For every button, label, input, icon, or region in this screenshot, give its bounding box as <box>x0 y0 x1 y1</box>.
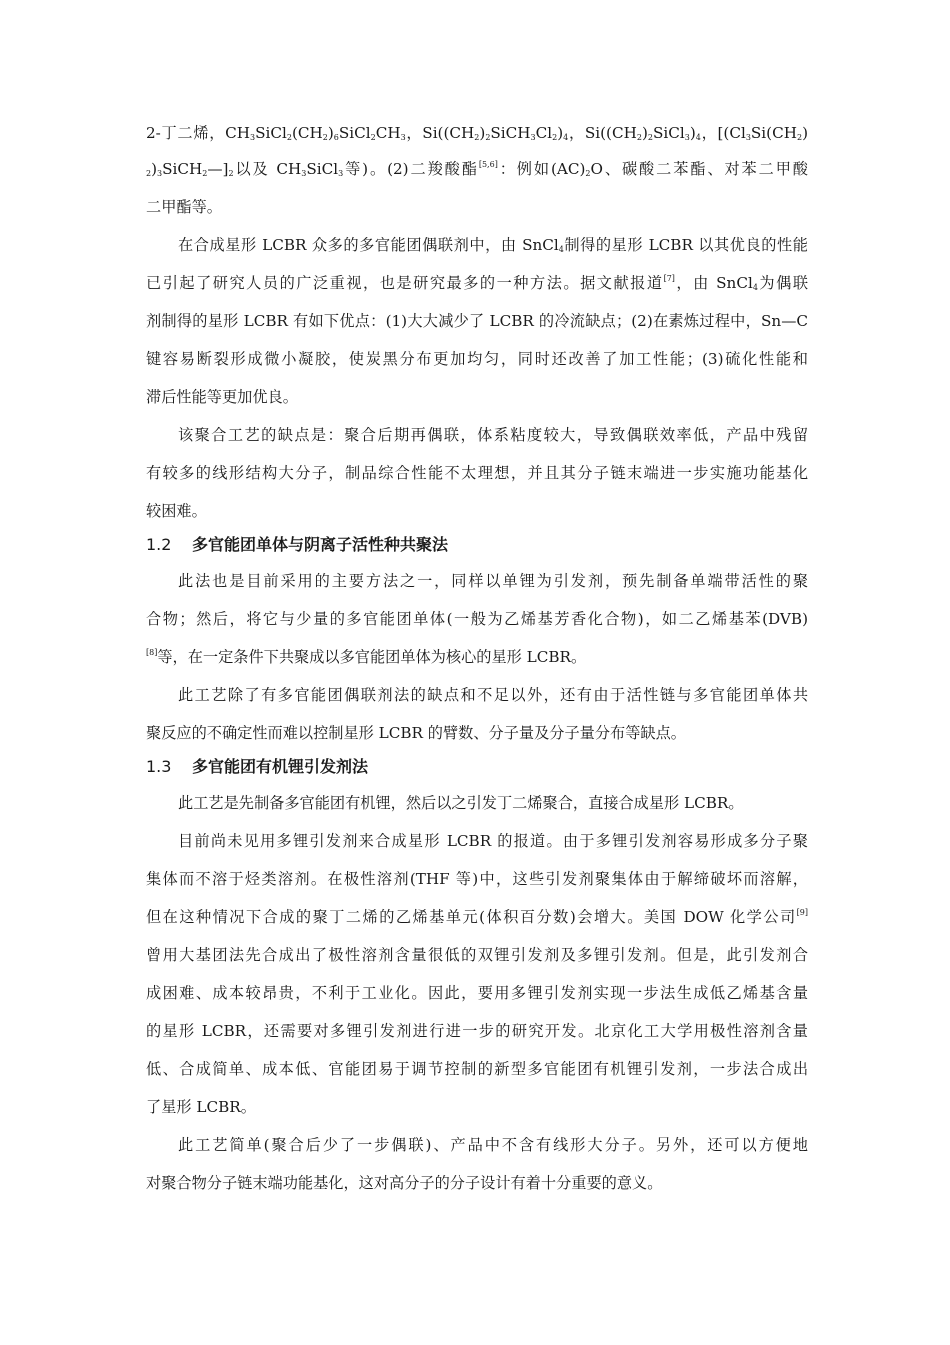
text-line <box>178 1130 808 1160</box>
text-line <box>146 1092 808 1122</box>
citation-superscript: [8] <box>146 648 158 657</box>
section-title: 多官能团单体与阴离子活性种共聚法 <box>192 535 449 554</box>
text-run: SiCl <box>652 124 685 142</box>
text-run: ) <box>151 160 158 178</box>
subscript: 2 <box>322 133 328 142</box>
subscript: 2 <box>552 133 558 142</box>
text-run: 已引起了研究人员的广泛重视，也是研究最多的一种方法。据文献报道 <box>146 274 664 292</box>
text-run: 较困难。 <box>146 502 207 520</box>
subscript: 6 <box>333 133 339 142</box>
subscript: 3 <box>157 169 163 178</box>
subscript: 4 <box>695 133 701 142</box>
text-line <box>146 344 808 374</box>
text-run: 对聚合物分子链末端功能基化，这对高分子的分子设计有着十分重要的意义。 <box>146 1174 663 1192</box>
text-run: —] <box>207 160 229 178</box>
citation-superscript: [7] <box>663 274 675 283</box>
text-line <box>146 604 808 634</box>
text-run: 了星形 LCBR。 <box>146 1098 256 1116</box>
text-run: ，Si((CH <box>405 124 475 142</box>
text-run: O、碳酸二苯酯、对苯二甲酸 <box>590 160 808 178</box>
text-run: 为偶联 <box>757 274 809 292</box>
subscript: 2 <box>636 133 642 142</box>
text-run: 2-丁二烯，CH <box>146 124 250 142</box>
text-line <box>146 458 808 488</box>
text-run: ，[(Cl <box>700 124 746 142</box>
subscript: 3 <box>530 133 536 142</box>
text-run: SiCl <box>338 124 371 142</box>
subscript: 3 <box>338 169 344 178</box>
text-line <box>146 496 808 526</box>
section-heading <box>146 752 368 782</box>
text-run: 键容易断裂形成微小凝胶，使炭黑分布更加均匀，同时还改善了加工性能；(3)硫化性能和 <box>146 350 808 368</box>
text-line <box>178 826 808 856</box>
subscript: 2 <box>474 133 480 142</box>
subscript: 2 <box>796 133 803 142</box>
text-run: Cl <box>535 124 553 142</box>
text-line <box>146 940 808 970</box>
text-line <box>146 382 808 412</box>
text-line <box>178 420 808 450</box>
text-line <box>146 306 808 336</box>
text-run: 滞后性能等更加优良。 <box>146 388 298 406</box>
subscript: 4 <box>752 283 758 292</box>
text-run: 合物；然后，将它与少量的多官能团单体(一般为乙烯基芳香化合物)，如二乙烯基苯(DVB) <box>146 610 808 628</box>
text-run: 该聚合工艺的缺点是：聚合后期再偶联，体系粘度较大，导致偶联效率低，产品中残留 <box>178 426 808 444</box>
text-line <box>146 718 808 748</box>
subscript: 3 <box>400 133 406 142</box>
subscript: 4 <box>558 245 564 254</box>
text-run: ) <box>641 124 648 142</box>
text-run: SiCH <box>490 124 531 142</box>
text-run: 有较多的线形结构大分子，制品综合性能不太理想，并且其分子链末端进一步实施功能基化 <box>146 464 808 482</box>
section-number: 1.2 <box>146 535 172 554</box>
text-run: ，由 SnCl <box>674 274 753 292</box>
subscript: 2 <box>370 133 376 142</box>
text-line <box>178 566 808 596</box>
subscript: 2 <box>585 169 591 178</box>
text-line <box>146 268 808 298</box>
text-run: ，Si((CH <box>568 124 637 142</box>
text-run: 制得的星形 LCBR 以其优良的性能 <box>563 236 808 254</box>
text-run: ) <box>557 124 564 142</box>
subscript: 2 <box>647 133 653 142</box>
text-run: 目前尚未见用多锂引发剂来合成星形 LCBR 的报道。由于多锂引发剂容易形成多分子聚 <box>178 832 808 850</box>
subscript: 2 <box>485 133 491 142</box>
text-line <box>146 642 808 672</box>
text-run: ) <box>802 124 808 142</box>
text-run: 以及 CH <box>233 160 302 178</box>
section-title: 多官能团有机锂引发剂法 <box>192 757 369 776</box>
subscript: 2 <box>228 169 234 178</box>
text-line <box>146 1168 808 1198</box>
text-run: 集体而不溶于烃类溶剂。在极性溶剂(THF 等)中，这些引发剂聚集体由于解缔破坏而溶解， <box>146 870 808 888</box>
text-line <box>146 978 808 1008</box>
text-line <box>146 1054 808 1084</box>
text-line <box>146 1016 808 1046</box>
subscript: 3 <box>301 169 307 178</box>
text-run: 此法也是目前采用的主要方法之一，同样以单锂为引发剂，预先制备单端带活性的聚 <box>178 572 808 590</box>
text-run: CH <box>375 124 401 142</box>
text-line <box>178 230 808 260</box>
text-run: SiCl <box>255 124 287 142</box>
text-run: 但在这种情况下合成的聚丁二烯的乙烯基单元(体积百分数)会增大。美国 DOW 化学公司 <box>146 908 797 926</box>
text-run: 的星形 LCBR，还需要对多锂引发剂进行进一步的研究开发。北京化工大学用极性溶剂含量 <box>146 1022 808 1040</box>
text-line <box>146 192 808 222</box>
section-number: 1.3 <box>146 757 172 776</box>
text-run: 在合成星形 LCBR 众多的多官能团偶联剂中，由 SnCl <box>178 236 559 254</box>
text-run: 等)。(2)二羧酸酯 <box>343 160 479 178</box>
text-run: SiCl <box>306 160 339 178</box>
subscript: 3 <box>745 133 751 142</box>
text-run: 二甲酯等。 <box>146 198 222 216</box>
text-line <box>146 118 808 148</box>
text-run: (CH <box>291 124 323 142</box>
section-heading <box>146 530 448 560</box>
text-run: Si(CH <box>750 124 797 142</box>
citation-superscript: [5,6] <box>478 160 498 169</box>
text-run: SiCH <box>162 160 203 178</box>
text-line <box>178 788 808 818</box>
text-run: 聚反应的不确定性而难以控制星形 LCBR 的臂数、分子量及分子量分布等缺点。 <box>146 724 686 742</box>
subscript: 2 <box>202 169 208 178</box>
text-run: ) <box>479 124 486 142</box>
text-run: 此工艺简单(聚合后少了一步偶联)、产品中不含有线形大分子。另外，还可以方便地 <box>178 1136 808 1154</box>
text-run: ：例如(AC) <box>497 160 586 178</box>
text-run: 此工艺是先制备多官能团有机锂，然后以之引发丁二烯聚合，直接合成星形 LCBR。 <box>178 794 744 812</box>
text-run: ) <box>689 124 696 142</box>
subscript: 2 <box>146 169 152 178</box>
text-run: ) <box>327 124 334 142</box>
text-run: 等，在一定条件下共聚成以多官能团单体为核心的星形 LCBR。 <box>157 648 587 666</box>
subscript: 3 <box>250 133 256 142</box>
text-line <box>178 680 808 710</box>
text-run: 低、合成简单、成本低、官能团易于调节控制的新型多官能团有机锂引发剂，一步法合成出 <box>146 1060 808 1078</box>
text-run: 成困难、成本较昂贵，不利于工业化。因此，要用多锂引发剂实现一步法生成低乙烯基含量 <box>146 984 808 1002</box>
subscript: 3 <box>684 133 690 142</box>
text-run: 此工艺除了有多官能团偶联剂法的缺点和不足以外，还有由于活性链与多官能团单体共 <box>178 686 808 704</box>
text-run: 曾用大基团法先合成出了极性溶剂含量很低的双锂引发剂及多锂引发剂。但是，此引发剂合 <box>146 946 808 964</box>
text-line <box>146 154 808 184</box>
subscript: 2 <box>286 133 292 142</box>
citation-superscript: [9] <box>796 908 808 917</box>
text-line <box>146 902 808 932</box>
subscript: 4 <box>563 133 569 142</box>
text-run: 剂制得的星形 LCBR 有如下优点：(1)大大减少了 LCBR 的冷流缺点；(2)在素炼过程中，Sn—C <box>146 312 808 330</box>
text-line <box>146 864 808 894</box>
